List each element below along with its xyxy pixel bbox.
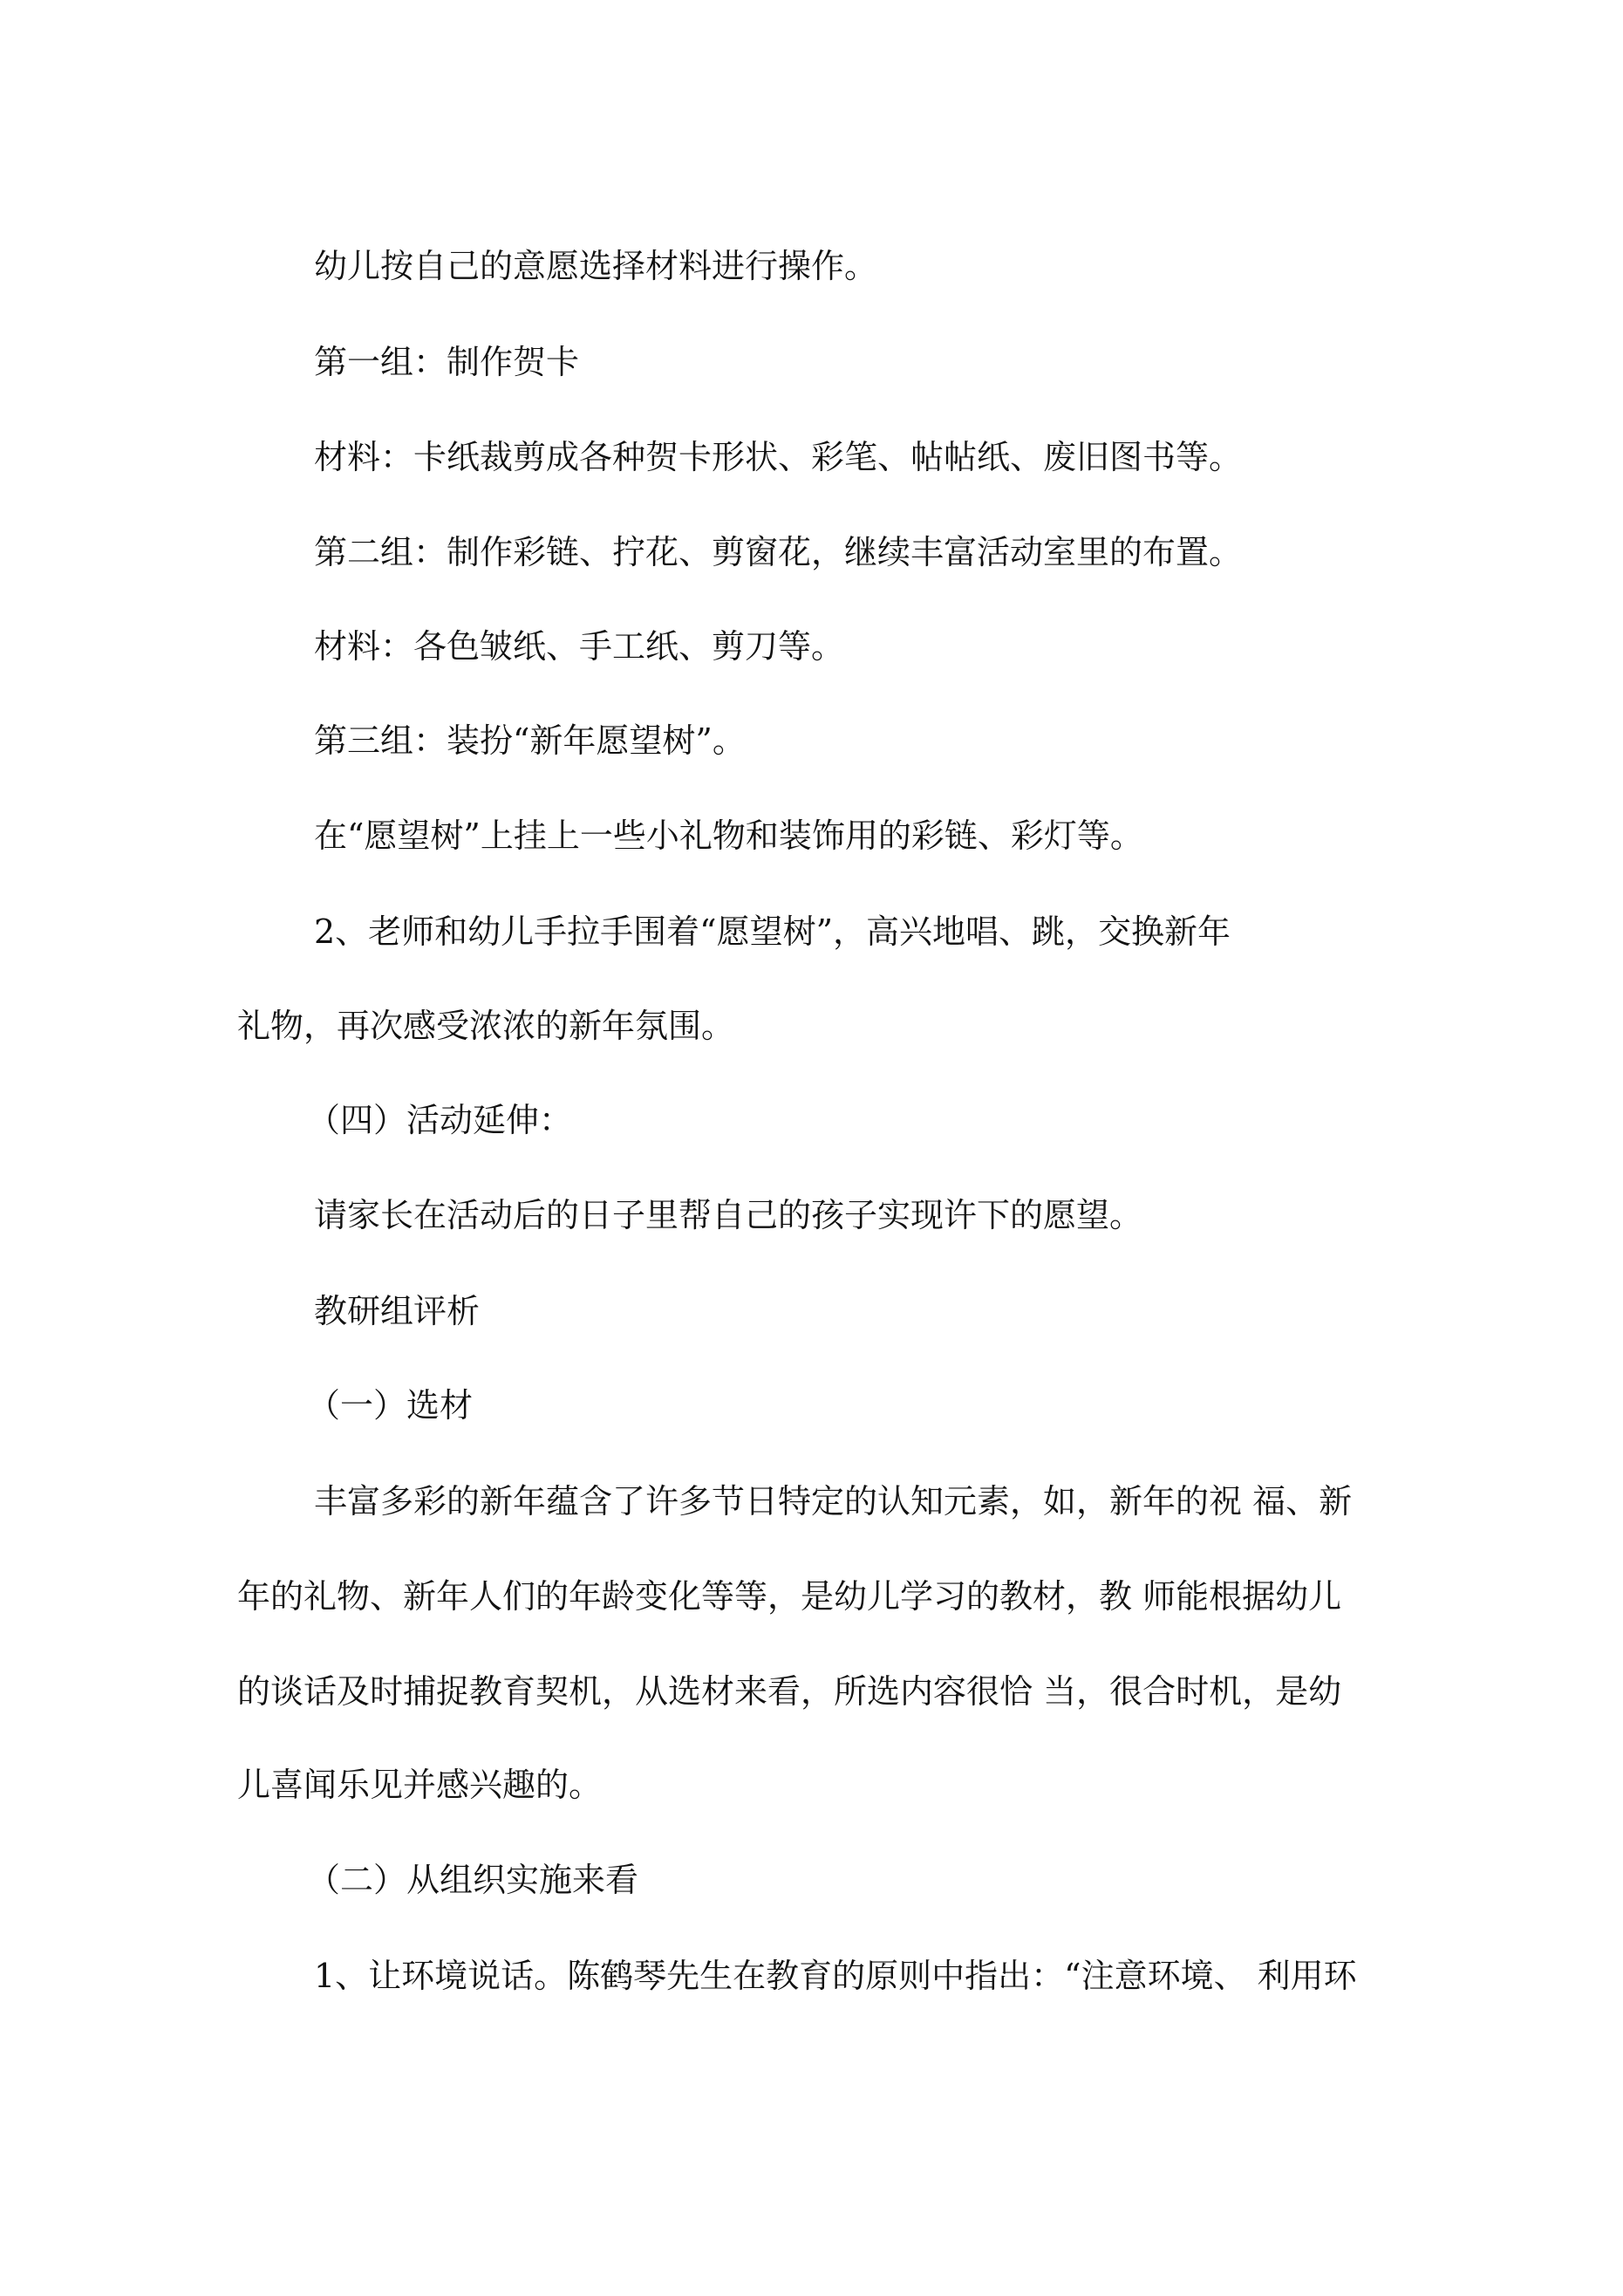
materials-line: 材料：各色皱纸、手工纸、剪刀等。 <box>314 627 845 666</box>
paragraph-line: 请家长在活动后的日子里帮自己的孩子实现许下的愿望。 <box>314 1196 1143 1234</box>
section-heading: 教研组评析 <box>314 1292 481 1330</box>
paragraph-line: 1、让环境说话。陈鹤琴先生在教育的原则中指出：“注意环境、 利用环 <box>314 1957 1357 1995</box>
paragraph-line: 儿喜闻乐见并感兴趣的。 <box>237 1766 603 1804</box>
paragraph-line: 在“愿望树”上挂上一些小礼物和装饰用的彩链、彩灯等。 <box>314 817 1143 855</box>
paragraph-line: 的谈话及时捕捉教育契机，从选材来看，所选内容很恰 当，很合时机，是幼 <box>237 1672 1342 1711</box>
paragraph-line: 礼物，再次感受浓浓的新年氛围。 <box>237 1007 735 1045</box>
group-heading: 第一组：制作贺卡 <box>314 343 580 381</box>
paragraph-line: 2、老师和幼儿手拉手围着“愿望树”，高兴地唱、跳，交换新年 <box>314 912 1231 951</box>
paragraph-line: 幼儿按自己的意愿选择材料进行操作。 <box>314 247 878 285</box>
section-heading: （一）选材 <box>307 1386 474 1425</box>
section-heading: （二）从组织实施来看 <box>307 1861 639 1899</box>
materials-line: 材料：卡纸裁剪成各种贺卡形状、彩笔、帖帖纸、废旧图书等。 <box>314 438 1243 476</box>
group-heading: 第三组：装扮“新年愿望树”。 <box>314 721 746 760</box>
group-heading: 第二组：制作彩链、拧花、剪窗花，继续丰富活动室里的布置。 <box>314 533 1243 571</box>
paragraph-line: 丰富多彩的新年蕴含了许多节日特定的认知元素，如，新年的祝 福、新 <box>314 1482 1353 1520</box>
paragraph-line: 年的礼物、新年人们的年龄变化等等，是幼儿学习的教材，教 师能根据幼儿 <box>237 1577 1342 1616</box>
section-heading: （四）活动延伸： <box>307 1101 573 1139</box>
